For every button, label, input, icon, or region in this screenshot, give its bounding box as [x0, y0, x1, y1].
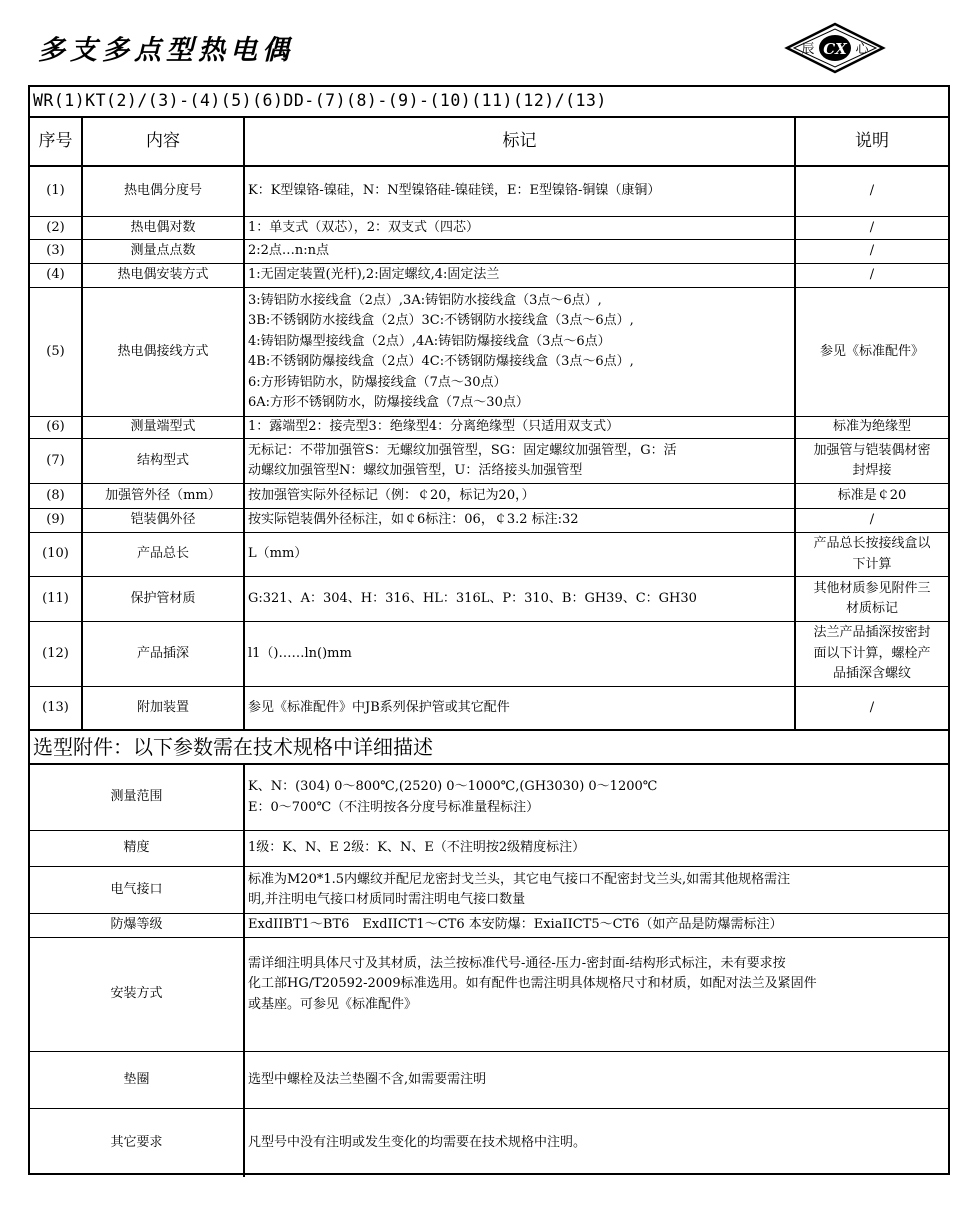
row-content: 热电偶分度号 [83, 167, 245, 216]
row-note-line: / [869, 219, 875, 235]
row-mark-line: 按实际铠装偶外径标注，如￠6标注：06，￠3.2 标注:32 [248, 512, 579, 528]
table-row [30, 167, 948, 217]
accessory-text-line: 明,并注明电气接口材质同时需注明电气接口数量 [248, 892, 526, 907]
table-row [30, 533, 948, 577]
header-content: 内容 [83, 118, 245, 165]
row-content: 保护管材质 [83, 577, 245, 621]
row-mark-line: 1:无固定装置(光杆),2:固定螺纹,4:固定法兰 [248, 267, 500, 283]
row-content: 测量点点数 [83, 240, 245, 263]
accessory-row [30, 765, 948, 831]
row-content: 热电偶对数 [83, 217, 245, 239]
accessory-text [245, 1052, 948, 1108]
accessory-text [245, 867, 948, 913]
header-mark: 标记 [245, 118, 796, 165]
row-no: (13) [30, 687, 83, 729]
row-mark [245, 240, 796, 263]
accessory-text [245, 831, 948, 866]
row-no: (11) [30, 577, 83, 621]
row-content: 产品插深 [83, 622, 245, 686]
row-note-line: / [869, 512, 875, 528]
row-no: (1) [30, 167, 83, 216]
accessory-label: 精度 [30, 831, 245, 866]
row-note-line: 标准是￠20 [837, 487, 907, 503]
row-mark-line: K：K型镍铬-镍硅，N：N型镍铬硅-镍硅镁，E：E型镍铬-铜镍（康铜） [248, 183, 661, 199]
row-mark-line: 4:铸铝防爆型接线盒（2点）,4A:铸铝防爆接线盒（3点～6点） [248, 333, 611, 349]
selection-table [28, 85, 950, 1175]
row-content: 附加装置 [83, 687, 245, 729]
row-mark-line: 3:铸铝防水接线盒（2点）,3A:铸铝防水接线盒（3点～6点）, [248, 292, 602, 308]
table-row [30, 509, 948, 533]
row-note [796, 484, 948, 508]
row-mark [245, 484, 796, 508]
accessory-text-line: 1级：K、N、E 2级：K、N、E（不注明按2级精度标注） [248, 840, 586, 856]
row-mark [245, 288, 796, 416]
row-note-line: 品插深含螺纹 [832, 666, 911, 682]
accessory-text-line: 需详细注明具体尺寸及其材质，法兰按标准代号-通径-压力-密封面-结构形式标注，未有要求按 [248, 955, 786, 971]
row-note-line: / [869, 699, 875, 715]
row-mark [245, 167, 796, 216]
table-row [30, 577, 948, 622]
accessory-label: 防爆等级 [30, 914, 245, 937]
row-mark-line: 4B:不锈钢防爆接线盒（2点）4C:不锈钢防爆接线盒（3点～6点）, [248, 354, 634, 369]
row-note [796, 264, 948, 287]
model-code: WR(1)KT(2)/(3)-(4)(5)(6)DD-(7)(8)-(9)-(10)(11)(12)/(13) [33, 91, 607, 111]
accessory-label: 垫圈 [30, 1052, 245, 1108]
row-note-line: 材质标记 [845, 601, 898, 616]
table-row [30, 288, 948, 417]
row-mark-line: 1：露端型2：接壳型3：绝缘型4：分离绝缘型（只适用双支式） [248, 419, 620, 435]
row-mark-line: 1：单支式（双芯），2：双支式（四芯） [248, 219, 480, 235]
row-content: 热电偶安装方式 [83, 264, 245, 287]
row-no: (12) [30, 622, 83, 686]
accessory-text-line: 选型中螺栓及法兰垫圈不含,如需要需注明 [248, 1071, 487, 1087]
accessory-text-line: 标准为M20*1.5内螺纹并配尼龙密封戈兰头，其它电气接口不配密封戈兰头,如需其他规格需注 [248, 871, 791, 887]
section-row [30, 731, 948, 765]
row-mark [245, 217, 796, 239]
row-no: (9) [30, 509, 83, 532]
row-no: (5) [30, 288, 83, 416]
table-row [30, 687, 948, 731]
accessory-row [30, 831, 948, 867]
row-note [796, 439, 948, 483]
row-content: 加强管外径（mm） [83, 484, 245, 508]
row-note-line: 加强管与铠装偶材密 [813, 442, 931, 458]
row-no: (2) [30, 217, 83, 239]
row-no: (7) [30, 439, 83, 483]
row-note-line: 封焊接 [852, 463, 892, 478]
row-note-line: 下计算 [852, 556, 892, 572]
logo-char-left: 辰 [801, 42, 815, 57]
row-mark-line: 无标记：不带加强管S：无螺纹加强管型，SG：固定螺纹加强管型，G：活 [248, 442, 677, 458]
accessory-row [30, 1109, 948, 1177]
accessory-text-line: 化工部HG/T20592-2009标准选用。如有配件也需注明具体规格尺寸和材质，如配对法兰及紧固件 [248, 976, 817, 991]
row-note-line: 标准为绝缘型 [832, 419, 911, 435]
row-no: (10) [30, 533, 83, 576]
accessory-label: 其它要求 [30, 1109, 245, 1177]
accessory-row [30, 938, 948, 1052]
row-content: 测量端型式 [83, 417, 245, 438]
row-content: 热电偶接线方式 [83, 288, 245, 416]
row-note-line: / [869, 183, 875, 199]
row-no: (8) [30, 484, 83, 508]
row-content: 结构型式 [83, 439, 245, 483]
row-mark-line: 按加强管实际外径标记（例：￠20，标记为20，） [248, 487, 535, 503]
header-no: 序号 [30, 118, 83, 165]
table-header [30, 118, 948, 167]
row-mark [245, 533, 796, 576]
row-mark-line: 6:方形铸铝防水，防爆接线盒（7点～30点） [248, 374, 507, 390]
table-row [30, 264, 948, 288]
row-no: (6) [30, 417, 83, 438]
row-content: 产品总长 [83, 533, 245, 576]
row-mark-line: l1（)……ln()mm [248, 645, 352, 661]
accessory-text-line [248, 1015, 817, 1036]
table-row [30, 439, 948, 484]
accessory-row [30, 914, 948, 938]
row-mark [245, 264, 796, 287]
row-note-line: 其他材质参见附件三 [813, 580, 931, 596]
section-title: 选型附件：以下参数需在技术规格中详细描述 [33, 734, 433, 759]
table-row [30, 217, 948, 240]
row-note [796, 240, 948, 263]
row-note [796, 622, 948, 686]
row-mark [245, 622, 796, 686]
accessory-label: 安装方式 [30, 938, 245, 1051]
accessory-row [30, 1052, 948, 1109]
accessory-text-line: K、N：(304) 0～800℃,(2520) 0～1000℃,(GH3030) 0～1200℃ [248, 779, 658, 794]
row-note [796, 577, 948, 621]
row-mark [245, 439, 796, 483]
logo-char-right: 心 [855, 42, 869, 57]
accessory-text-line: 凡型号中没有注明或发生变化的均需要在技术规格中注明。 [248, 1134, 587, 1150]
row-content: 铠装偶外径 [83, 509, 245, 532]
row-no: (4) [30, 264, 83, 287]
row-note [796, 417, 948, 438]
row-mark [245, 687, 796, 729]
row-note [796, 288, 948, 416]
row-no: (3) [30, 240, 83, 263]
header-note: 说明 [855, 131, 889, 152]
table-row [30, 484, 948, 509]
accessory-text-line: ExdIIBT1～BT6 ExdIICT1～CT6 本安防爆：ExiaIICT5～CT6（如产品是防爆需标注） [248, 917, 783, 933]
model-code-row [30, 87, 948, 118]
row-note-line: 参见《标准配件》 [819, 343, 924, 359]
accessory-label: 电气接口 [30, 867, 245, 913]
logo-monogram: CX [823, 40, 847, 58]
accessory-text [245, 1109, 948, 1177]
page-title: 多支多点型热电偶 [38, 35, 294, 66]
row-note [796, 509, 948, 532]
row-mark-line: 3B:不锈钢防水接线盒（2点）3C:不锈钢防水接线盒（3点～6点）, [248, 313, 634, 328]
row-note [796, 217, 948, 239]
accessory-text [245, 914, 948, 937]
row-mark-line: 参见《标准配件》中JB系列保护管或其它配件 [248, 699, 510, 715]
row-note [796, 533, 948, 576]
company-logo [783, 20, 887, 76]
row-note-line: 产品总长按接线盒以 [813, 536, 931, 551]
row-mark-line: L（mm） [248, 546, 308, 562]
row-mark-line: 2:2点…n:n点 [248, 243, 330, 259]
row-mark [245, 509, 796, 532]
row-mark-line: G:321、A：304、H：316、HL：316L、P：310、B：GH39、C：GH30 [248, 590, 697, 606]
accessory-text-line: E：0～700℃（不注明按各分度号标准量程标注） [248, 799, 540, 815]
row-note [796, 167, 948, 216]
accessory-text [245, 765, 948, 830]
row-note-line: / [869, 267, 875, 283]
table-row [30, 622, 948, 687]
row-note-line: 面以下计算，螺栓产 [813, 645, 931, 661]
row-note-line: 法兰产品插深按密封 [813, 625, 931, 641]
accessory-label: 测量范围 [30, 765, 245, 830]
accessory-text-line: 或基座。可参见《标准配件》 [248, 996, 418, 1012]
row-mark [245, 577, 796, 621]
row-mark-line: 动螺纹加强管型N：螺纹加强管型，U：活络接头加强管型 [248, 463, 583, 478]
row-mark [245, 417, 796, 438]
row-mark-line: 6A:方形不锈钢防水，防爆接线盒（7点～30点） [248, 395, 529, 410]
accessory-text [245, 938, 948, 1051]
table-row [30, 417, 948, 439]
accessory-row [30, 867, 948, 914]
table-row [30, 240, 948, 264]
row-note [796, 687, 948, 729]
row-note-line: / [869, 243, 875, 259]
